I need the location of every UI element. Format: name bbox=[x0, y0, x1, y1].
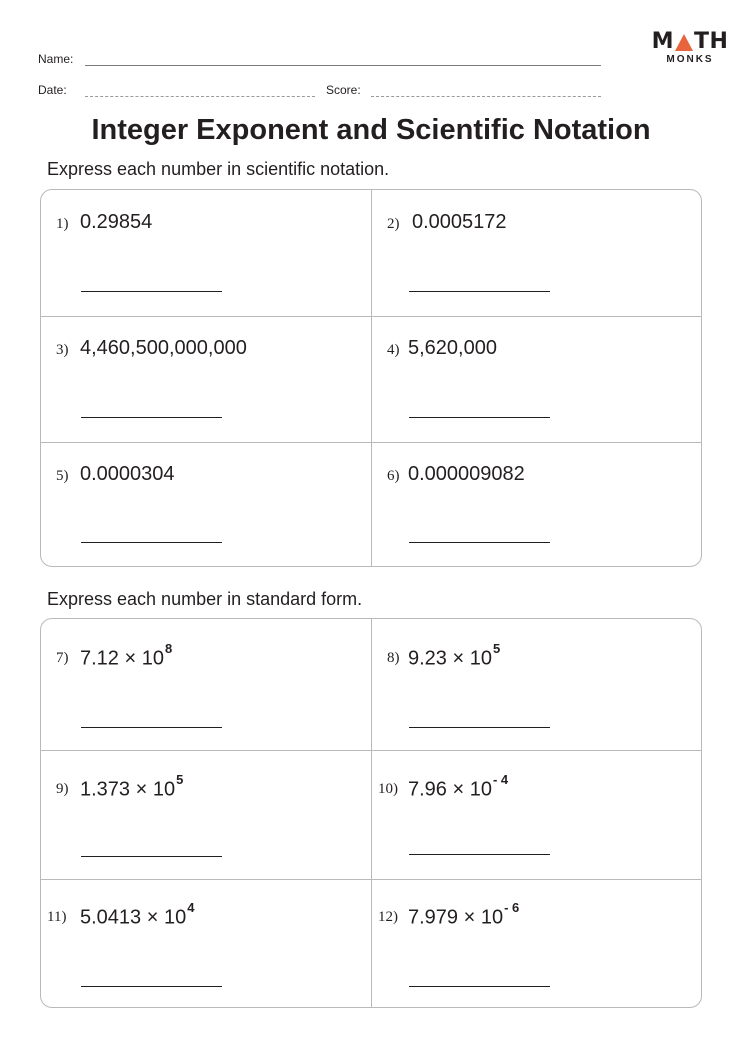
answer-line[interactable] bbox=[81, 291, 222, 292]
answer-line[interactable] bbox=[409, 727, 550, 728]
section1-problem-grid bbox=[40, 189, 702, 567]
page-title: Integer Exponent and Scientific Notation bbox=[91, 114, 651, 146]
answer-line[interactable] bbox=[81, 856, 222, 857]
problem-number: 12) bbox=[378, 909, 398, 925]
problem-exponent: 4 bbox=[187, 900, 195, 915]
problem-base: 7.12 × 10 bbox=[80, 647, 164, 670]
section2-instruction: Express each number in standard form. bbox=[47, 589, 363, 609]
grid-divider bbox=[41, 879, 701, 880]
section2-problem-grid bbox=[40, 618, 702, 1008]
logo-triangle-icon bbox=[675, 34, 693, 51]
problem-base: 9.23 × 10 bbox=[408, 647, 492, 670]
math-monks-logo bbox=[651, 29, 729, 65]
problem-base: 5.0413 × 10 bbox=[80, 906, 187, 929]
problem-base: 7.979 × 10 bbox=[408, 906, 504, 929]
logo-subtext: MONKS bbox=[666, 54, 714, 65]
grid-divider bbox=[371, 190, 372, 566]
problem-number: 5) bbox=[56, 468, 69, 484]
answer-line[interactable] bbox=[409, 854, 550, 855]
answer-line[interactable] bbox=[409, 417, 550, 418]
problem-exponent: - 4 bbox=[492, 772, 509, 787]
answer-line[interactable] bbox=[409, 542, 550, 543]
problem-text: 0.0000304 bbox=[80, 463, 175, 485]
problem-base: 1.373 × 10 bbox=[80, 778, 176, 801]
logo-text-left: M bbox=[651, 29, 674, 54]
problem-number: 9) bbox=[56, 781, 69, 797]
problem-text: 0.000009082 bbox=[408, 463, 525, 485]
problem-text bbox=[408, 641, 501, 671]
problem-number: 7) bbox=[56, 650, 69, 666]
logo-text-right: TH bbox=[694, 29, 729, 54]
grid-divider bbox=[371, 619, 372, 1007]
problem-text bbox=[80, 900, 195, 930]
score-label: Score: bbox=[326, 83, 361, 97]
problem-text bbox=[408, 900, 520, 930]
date-field[interactable] bbox=[85, 96, 315, 97]
problem-exponent: - 6 bbox=[504, 900, 520, 915]
answer-line[interactable] bbox=[81, 986, 222, 987]
problem-number: 2) bbox=[387, 216, 400, 232]
problem-text: 0.0005172 bbox=[412, 211, 507, 233]
date-label: Date: bbox=[38, 83, 67, 97]
answer-line[interactable] bbox=[81, 542, 222, 543]
answer-line[interactable] bbox=[409, 291, 550, 292]
problem-text: 0.29854 bbox=[80, 211, 153, 233]
problem-number: 1) bbox=[56, 216, 69, 232]
answer-line[interactable] bbox=[81, 727, 222, 728]
section1-instruction: Express each number in scientific notation. bbox=[47, 159, 390, 179]
score-field[interactable] bbox=[371, 96, 601, 97]
problem-text: 4,460,500,000,000 bbox=[80, 337, 247, 359]
grid-divider bbox=[41, 442, 701, 443]
problem-text bbox=[80, 772, 184, 802]
problem-number: 4) bbox=[387, 342, 400, 358]
grid-divider bbox=[41, 750, 701, 751]
problem-exponent: 5 bbox=[176, 772, 184, 787]
answer-line[interactable] bbox=[81, 417, 222, 418]
answer-line[interactable] bbox=[409, 986, 550, 987]
name-field[interactable] bbox=[85, 65, 601, 66]
problem-number: 3) bbox=[56, 342, 69, 358]
problem-number: 6) bbox=[387, 468, 400, 484]
problem-number: 10) bbox=[378, 781, 398, 797]
problem-exponent: 8 bbox=[164, 641, 173, 656]
problem-text bbox=[408, 772, 509, 802]
problem-base: 7.96 × 10 bbox=[408, 778, 492, 801]
grid-divider bbox=[41, 316, 701, 317]
problem-exponent: 5 bbox=[492, 641, 501, 656]
name-label: Name: bbox=[38, 52, 74, 66]
problem-text: 5,620,000 bbox=[408, 337, 497, 359]
problem-text bbox=[80, 641, 173, 671]
problem-number: 8) bbox=[387, 650, 400, 666]
problem-number: 11) bbox=[47, 909, 67, 925]
